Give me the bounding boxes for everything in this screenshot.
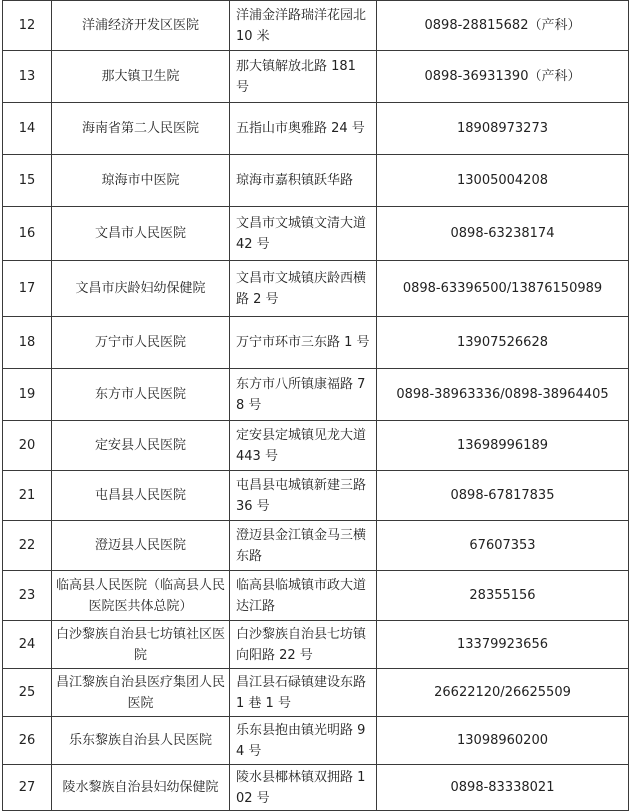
hospital-address: 琼海市嘉积镇跃华路 xyxy=(230,155,377,207)
hospital-address: 临高县临城镇市政大道达江路 xyxy=(230,571,377,621)
hospital-phone: 13005004208 xyxy=(377,155,629,207)
hospital-name: 陵水黎族自治县妇幼保健院 xyxy=(52,765,230,811)
hospital-phone: 18908973273 xyxy=(377,103,629,155)
hospital-phone: 0898-36931390（产科） xyxy=(377,51,629,103)
table-row xyxy=(3,207,629,261)
hospital-phone: 28355156 xyxy=(377,571,629,621)
hospital-phone: 67607353 xyxy=(377,521,629,571)
hospital-phone: 13098960200 xyxy=(377,717,629,765)
hospital-phone: 0898-67817835 xyxy=(377,471,629,521)
hospital-address: 昌江县石碌镇建设东路 1 巷 1 号 xyxy=(230,669,377,717)
hospital-phone: 26622120/26625509 xyxy=(377,669,629,717)
table-row xyxy=(3,103,629,155)
hospital-address: 白沙黎族自治县七坊镇向阳路 22 号 xyxy=(230,621,377,669)
hospital-name: 海南省第二人民医院 xyxy=(52,103,230,155)
hospital-address: 乐东县抱由镇光明路 94 号 xyxy=(230,717,377,765)
table-row xyxy=(3,765,629,811)
hospital-name: 澄迈县人民医院 xyxy=(52,521,230,571)
hospital-address: 万宁市环市三东路 1 号 xyxy=(230,317,377,369)
hospital-name: 那大镇卫生院 xyxy=(52,51,230,103)
hospital-name: 屯昌县人民医院 xyxy=(52,471,230,521)
row-number: 23 xyxy=(3,571,52,621)
row-number: 13 xyxy=(3,51,52,103)
table-row xyxy=(3,571,629,621)
table-row xyxy=(3,1,629,51)
table-row xyxy=(3,317,629,369)
row-number: 27 xyxy=(3,765,52,811)
hospital-phone: 0898-38963336/0898-38964405 xyxy=(377,369,629,421)
row-number: 26 xyxy=(3,717,52,765)
hospital-name: 文昌市人民医院 xyxy=(52,207,230,261)
row-number: 16 xyxy=(3,207,52,261)
table-row xyxy=(3,369,629,421)
hospital-address: 洋浦金洋路瑞洋花园北 10 米 xyxy=(230,1,377,51)
hospital-address: 屯昌县屯城镇新建三路 36 号 xyxy=(230,471,377,521)
hospital-name: 白沙黎族自治县七坊镇社区医院 xyxy=(52,621,230,669)
hospital-phone: 13379923656 xyxy=(377,621,629,669)
table-row xyxy=(3,621,629,669)
row-number: 14 xyxy=(3,103,52,155)
hospital-phone: 0898-63396500/13876150989 xyxy=(377,261,629,317)
row-number: 15 xyxy=(3,155,52,207)
hospital-address: 文昌市文城镇庆龄西横路 2 号 xyxy=(230,261,377,317)
table-row xyxy=(3,261,629,317)
row-number: 20 xyxy=(3,421,52,471)
table-row xyxy=(3,471,629,521)
table-row xyxy=(3,155,629,207)
hospital-address: 文昌市文城镇文清大道 42 号 xyxy=(230,207,377,261)
hospital-name: 昌江黎族自治县医疗集团人民医院 xyxy=(52,669,230,717)
hospital-phone: 13907526628 xyxy=(377,317,629,369)
hospital-address: 那大镇解放北路 181 号 xyxy=(230,51,377,103)
hospital-name: 文昌市庆龄妇幼保健院 xyxy=(52,261,230,317)
hospital-phone: 0898-63238174 xyxy=(377,207,629,261)
row-number: 18 xyxy=(3,317,52,369)
table-row xyxy=(3,717,629,765)
row-number: 25 xyxy=(3,669,52,717)
hospital-address: 定安县定城镇见龙大道 443 号 xyxy=(230,421,377,471)
hospital-name: 万宁市人民医院 xyxy=(52,317,230,369)
hospital-name: 洋浦经济开发区医院 xyxy=(52,1,230,51)
hospital-name: 定安县人民医院 xyxy=(52,421,230,471)
hospital-address: 陵水县椰林镇双拥路 102 号 xyxy=(230,765,377,811)
row-number: 21 xyxy=(3,471,52,521)
row-number: 17 xyxy=(3,261,52,317)
row-number: 19 xyxy=(3,369,52,421)
hospital-address: 五指山市奥雅路 24 号 xyxy=(230,103,377,155)
row-number: 24 xyxy=(3,621,52,669)
hospital-phone: 0898-83338021 xyxy=(377,765,629,811)
hospital-name: 乐东黎族自治县人民医院 xyxy=(52,717,230,765)
table-row xyxy=(3,521,629,571)
row-number: 22 xyxy=(3,521,52,571)
table-row xyxy=(3,669,629,717)
table-row xyxy=(3,51,629,103)
hospital-address: 澄迈县金江镇金马三横东路 xyxy=(230,521,377,571)
hospital-name: 东方市人民医院 xyxy=(52,369,230,421)
hospital-table xyxy=(2,0,629,811)
hospital-phone: 0898-28815682（产科） xyxy=(377,1,629,51)
hospital-phone: 13698996189 xyxy=(377,421,629,471)
table-row xyxy=(3,421,629,471)
hospital-name: 临高县人民医院（临高县人民医院医共体总院） xyxy=(52,571,230,621)
hospital-name: 琼海市中医院 xyxy=(52,155,230,207)
row-number: 12 xyxy=(3,1,52,51)
hospital-address: 东方市八所镇康福路 78 号 xyxy=(230,369,377,421)
